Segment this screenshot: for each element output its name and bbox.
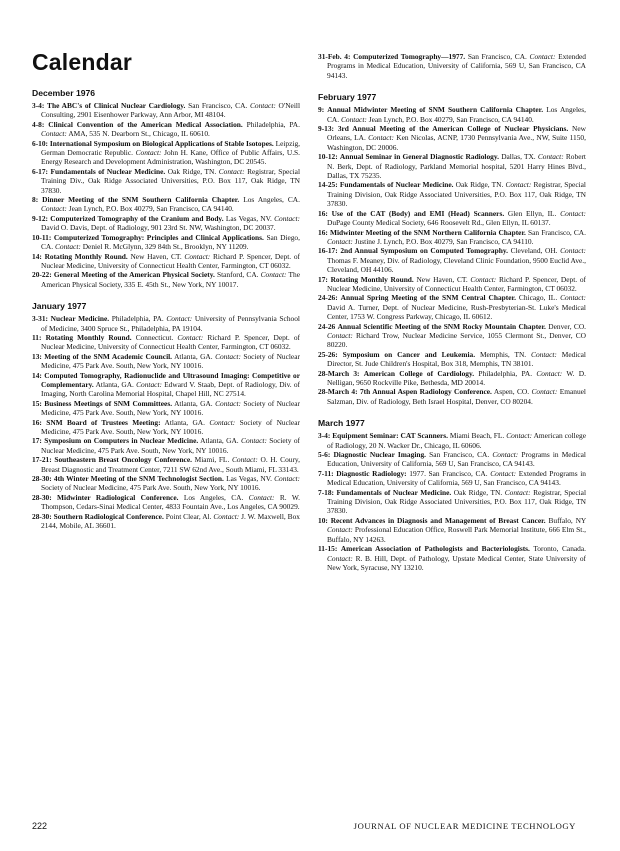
event-name: Computerized Tomography of the Cranium and Body. xyxy=(50,213,224,223)
event-name: Annual Spring Meeting of the SNM Central Chapter. xyxy=(340,293,516,303)
contact-label: Contact: xyxy=(135,148,162,158)
event-date: 16: xyxy=(32,417,42,427)
event-name: Midwinter Radiological Conference. xyxy=(57,492,179,502)
event-date: 10: xyxy=(318,515,328,525)
event-date: 24-26: xyxy=(318,293,338,303)
contact-label: Contact: xyxy=(215,351,241,361)
event-date: 4-8: xyxy=(32,119,45,129)
event-name: Meeting of the SNM Academic Council. xyxy=(44,351,173,361)
page-title: Calendar xyxy=(32,49,133,75)
calendar-entry xyxy=(318,228,586,247)
event-date: 17-21: xyxy=(32,455,52,465)
event-name: Dinner Meeting of the SNM Southern California Chapter. xyxy=(42,195,240,205)
contact-label: Contact: xyxy=(241,436,267,446)
event-name: Symposium on Cancer and Leukemia. xyxy=(342,349,476,359)
calendar-entry xyxy=(318,52,586,80)
calendar-entry xyxy=(32,436,300,455)
event-location: 1977. San Francisco, CA. xyxy=(409,468,488,478)
event-location: Las Vegas, NV. xyxy=(226,474,272,484)
calendar-entry xyxy=(318,124,586,152)
event-location: Oak Ridge, TN. xyxy=(455,180,504,190)
event-date: 6-17: xyxy=(32,166,49,176)
contact-label: Contact: xyxy=(490,468,517,478)
contact-label: Contact: xyxy=(166,314,193,324)
event-location: Glen Ellyn, IL. xyxy=(507,208,557,218)
contact-label: Contact: xyxy=(327,330,353,340)
calendar-entry xyxy=(32,195,300,214)
event-location: Memphis, TN. xyxy=(479,349,527,359)
event-name: SNM Board of Trustees Meeting: xyxy=(46,417,161,427)
event-location: New Haven, CT. xyxy=(416,274,468,284)
event-date: 14: xyxy=(32,370,42,380)
calendar-entry xyxy=(318,369,586,388)
contact-label: Contact: xyxy=(368,133,394,143)
contact-details: Registrar, Special Training Division, Oak Ridge Associated Universities, P.O. Box 117, Oak Ridge, TN 37830. xyxy=(327,487,586,516)
event-name: Business Meetings of SNM Committees. xyxy=(44,398,173,408)
event-date: 25-26: xyxy=(318,349,338,359)
contact-details: Registrar, Special Training Div., Oak Ridge Associated Universities, P.O. Box 117, Oak Ridge, TN 37830. xyxy=(41,166,300,195)
contact-label: Contact: xyxy=(531,349,557,359)
contact-details: Richard Trow, Nuclear Medicine Service, 1055 Clermont St., Denver, CO 80220. xyxy=(327,330,586,350)
calendar-entry xyxy=(318,431,586,450)
calendar-entry xyxy=(318,180,586,208)
calendar-entry xyxy=(32,512,300,531)
contact-details: Society of Nuclear Medicine, 475 Park Ave. South, New York, NY 10016. xyxy=(41,417,300,436)
event-date: 31-Feb. 4: xyxy=(318,52,351,61)
event-location: Cleveland, OH. xyxy=(510,246,558,256)
event-date: 10-11: xyxy=(32,232,52,242)
event-date: 20-22: xyxy=(32,270,52,280)
month-heading: March 1977 xyxy=(318,418,365,429)
calendar-entry xyxy=(318,246,586,274)
contact-details: Medical Director, St. Jude Children's Hospital, Box 318, Memphis, TN 38101. xyxy=(327,349,586,369)
calendar-entry xyxy=(318,152,586,180)
event-location: Toronto, Canada. xyxy=(533,544,586,554)
event-name: Annual Scientific Meeting of the SNM Rocky Mountain Chapter. xyxy=(337,321,546,331)
contact-details: David O. Davis, Dept. of Radiology, 901 23rd St. NW, Washington, DC 20037. xyxy=(41,223,276,233)
calendar-entry xyxy=(32,418,300,437)
event-location: Point Clear, Al. xyxy=(165,511,212,521)
calendar-right-column xyxy=(318,52,586,584)
event-location: Las Vegas, NV. xyxy=(225,213,272,223)
event-date: 9-13: xyxy=(318,124,335,134)
month-heading: February 1977 xyxy=(318,92,377,103)
contact-label: Contact: xyxy=(248,492,275,502)
calendar-entry xyxy=(318,209,586,228)
event-date: 3-4: xyxy=(318,431,331,441)
contact-details: R. B. Hill, Dept. of Pathology, Upstate Medical Center, State University of New York, Syracuse, NY 13210. xyxy=(327,553,586,572)
event-location: Atlanta, GA. xyxy=(200,436,239,446)
calendar-entry xyxy=(32,252,300,271)
event-name: Southeastern Breast Oncology Conference. xyxy=(54,455,192,465)
contact-label: Contact: xyxy=(274,474,300,484)
calendar-entry xyxy=(32,270,300,289)
contact-label: Contact: xyxy=(41,204,67,214)
contact-label: Contact: xyxy=(260,270,287,280)
contact-details: Professional Education Office, Roswell Park Memorial Institute, 666 Elm St., Buffalo, NY 14263. xyxy=(327,525,586,544)
event-location: Buffalo, NY xyxy=(548,515,586,525)
contact-label: Contact: xyxy=(537,152,564,162)
contact-details: Extended Programs in Medical Education, University of California, 569 U, San Francisco, CA 94143. xyxy=(327,468,586,488)
contact-label: Contact: xyxy=(215,398,241,408)
contact-label: Contact: xyxy=(536,368,563,378)
calendar-entry xyxy=(318,105,586,124)
event-date: 16: xyxy=(318,227,328,237)
event-location: New Orleans, LA. xyxy=(327,124,586,143)
contact-details: O'Neill Consulting, 2901 Eisenhower Parkway, Ann Arbor, MI 48104. xyxy=(41,101,300,120)
event-name: 7th Annual Aspen Radiology Conference. xyxy=(359,387,492,397)
calendar-entry xyxy=(32,139,300,167)
month-heading: December 1976 xyxy=(32,88,96,98)
calendar-entry xyxy=(318,350,586,369)
event-date: 16: xyxy=(318,208,328,218)
contact-details: O. H. Coury, Breast Diagnostic and Treatment Center, 7211 SW 62nd Ave., South Miami, FL 33143. xyxy=(41,455,300,474)
contact-label: Contact: xyxy=(470,274,497,284)
contact-label: Contact: xyxy=(531,387,558,397)
contact-details: Justine J. Lynch, P.O. Box 40279, San Francisco, CA 94110. xyxy=(354,236,534,246)
contact-label: Contact: xyxy=(529,52,556,61)
contact-details: R. W. Thompson, Cedars-Sinai Medical Center, 4833 Fountain Ave., Los Angeles, CA 90029. xyxy=(41,492,300,512)
calendar-entry xyxy=(32,120,300,139)
event-name: Diagnostic Radiology: xyxy=(336,468,407,478)
event-name: Rotating Monthly Round. xyxy=(45,332,132,342)
calendar-entry xyxy=(32,314,300,333)
event-name: American Association of Pathologists and Bacteriologists. xyxy=(340,544,530,554)
calendar-entry xyxy=(32,493,300,512)
event-date: 11: xyxy=(32,332,42,342)
event-location: Stanford, CA. xyxy=(216,270,259,280)
contact-label: Contact: xyxy=(274,213,300,223)
event-date: 17: xyxy=(32,436,42,446)
event-name: Computerized Tomography: Principles and Clinical Applications. xyxy=(53,232,264,242)
event-location: Philadelphia, PA. xyxy=(246,119,300,129)
contact-label: Contact: xyxy=(560,208,587,218)
event-location: New Haven, CT. xyxy=(130,251,182,261)
event-location: Aspen, CO. xyxy=(493,387,530,397)
calendar-entry xyxy=(318,544,586,572)
calendar-month-section xyxy=(318,418,586,572)
event-location: Philadelphia, PA. xyxy=(478,368,533,378)
event-name: Fundamentals of Nuclear Medicine. xyxy=(339,180,454,190)
event-name: Use of the CAT (Body) and EMI (Head) Scanners. xyxy=(331,208,505,218)
event-name: 3rd Annual Meeting of the American College of Nuclear Physicians. xyxy=(337,124,569,134)
event-name: Rotating Monthly Round. xyxy=(44,251,128,261)
contact-details: Jean Lynch, P.O. Box 40279, San Francisco, CA 94140. xyxy=(368,114,534,124)
contact-details: W. D. Nelligan, 9650 Rockville Pike, Bethesda, MD 20014. xyxy=(327,368,586,387)
contact-label: Contact: xyxy=(327,525,353,535)
contact-details: Jean Lynch, P.O. Box 40279, San Francisco, CA 94140. xyxy=(68,204,234,214)
event-name: 4th Winter Meeting of the SNM Technologist Section. xyxy=(53,474,224,484)
event-location: Atlanta, GA. xyxy=(164,417,205,427)
contact-label: Contact: xyxy=(209,417,236,427)
calendar-entry xyxy=(32,371,300,399)
contact-label: Contact: xyxy=(504,487,531,497)
event-name: Symposium on Computers in Nuclear Medicine. xyxy=(44,436,199,446)
calendar-entry xyxy=(32,333,300,352)
calendar-entry xyxy=(32,214,300,233)
contact-label: Contact: xyxy=(327,236,353,246)
journal-name: JOURNAL OF NUCLEAR MEDICINE TECHNOLOGY xyxy=(353,821,576,831)
calendar-entry xyxy=(318,488,586,516)
calendar-month-section xyxy=(32,88,300,289)
event-name: Southern Radiological Conference. xyxy=(53,511,164,521)
event-date: 7-11: xyxy=(318,468,334,478)
contact-label: Contact: xyxy=(218,166,245,176)
event-date: 28-30: xyxy=(32,511,52,521)
event-location: Miami, FL. xyxy=(194,455,230,465)
page-number: 222 xyxy=(32,821,48,831)
contact-details: The American Physical Society, 335 E. 45th St., New York, NY 10017. xyxy=(41,270,300,289)
contact-label: Contact: xyxy=(560,293,586,303)
contact-label: Contact: xyxy=(184,251,211,261)
event-name: Clinical Convention of the American Medical Association. xyxy=(48,119,243,129)
contact-details: Extended Programs in Medical Education, University of California, 569 U, San Francisco, CA 94143. xyxy=(327,52,586,80)
contact-label: Contact: xyxy=(136,379,162,389)
event-location: San Francisco, CA. xyxy=(429,450,490,460)
event-name: International Symposium on Biological Applications of Stable Isotopes. xyxy=(49,138,274,148)
event-location: San Diego, CA. xyxy=(41,232,300,252)
event-location: Los Angeles, CA. xyxy=(327,105,587,124)
calendar-entry xyxy=(318,387,586,406)
event-location: Oak Ridge, TN. xyxy=(167,166,217,176)
event-name: Diagnostic Nuclear Imaging. xyxy=(333,450,427,460)
event-date: 13: xyxy=(32,351,42,361)
event-name: Nuclear Medicine. xyxy=(50,314,110,324)
event-name: Equipment Seminar: CAT Scanners. xyxy=(332,431,448,441)
contact-label: Contact: xyxy=(492,450,519,460)
contact-label: Contact: xyxy=(506,431,533,441)
calendar-entry xyxy=(318,275,586,294)
contact-details: Richard P. Spencer, Dept. of Nuclear Medicine, University of Connecticut Health Center, Farmington, CT 06032. xyxy=(327,274,586,293)
calendar-entry xyxy=(32,399,300,418)
calendar-month-section xyxy=(318,92,586,406)
calendar-month-section xyxy=(318,52,586,80)
contact-details: Society of Nuclear Medicine, 475 Park Ave. South, New York, NY 10016. xyxy=(41,398,300,418)
calendar-entry xyxy=(318,322,586,350)
event-date: 17: xyxy=(318,274,328,284)
event-name: Computerized Tomography—1977. xyxy=(353,52,466,61)
month-heading: January 1977 xyxy=(32,301,87,312)
contact-details: University of Pennsylvania School of Medicine, 3400 Spruce St., Philadelphia, PA 19104. xyxy=(41,314,300,333)
event-date: 28-March 3: xyxy=(318,368,360,378)
contact-label: Contact: xyxy=(231,455,258,465)
event-name: Annual Midwinter Meeting of SNM Southern California Chapter. xyxy=(327,105,544,115)
event-date: 11-15: xyxy=(318,544,338,554)
event-location: Atlanta, GA. xyxy=(174,398,213,408)
contact-details: Society of Nuclear Medicine, 475 Park Ave. South, New York, NY 10016. xyxy=(41,351,300,371)
calendar-month-section xyxy=(32,301,300,530)
event-name: Computed Tomography, Radionuclide and Ultrasound Imaging: Competitive or Complementary. xyxy=(41,370,300,389)
event-location: Atlanta, GA. xyxy=(95,379,134,389)
event-name: Rotating Monthly Round. xyxy=(330,274,414,284)
event-date: 9: xyxy=(318,105,325,115)
calendar-entry xyxy=(318,293,586,321)
contact-details: Society of Nuclear Medicine, 475 Park Ave. South, New York, NY 10016. xyxy=(41,436,300,455)
event-location: Los Angeles, CA. xyxy=(243,195,300,205)
contact-details: American college of Radiology, 20 N. Wacker Dr., Chicago, IL 60606. xyxy=(327,431,586,450)
event-date: 14: xyxy=(32,251,42,261)
contact-details: Society of Nuclear Medicine, 475 Park Ave. South, New York, NY 10016. xyxy=(41,483,261,493)
contact-details: Emanuel Salzman, Div. of Radiology, Beth Israel Hospital, Denver, CO 80204. xyxy=(327,387,586,406)
contact-details: Deniel R. McGlynn, 329 84th St., Brooklyn, NY 11209. xyxy=(82,242,249,252)
contact-label: Contact: xyxy=(177,332,204,342)
event-date: 8: xyxy=(32,195,39,205)
event-location: Atlanta, GA. xyxy=(174,351,213,361)
event-location: Dallas, TX. xyxy=(501,152,536,162)
event-name: General Meeting of the American Physical Society. xyxy=(53,270,215,280)
event-name: Fundamentals of Nuclear Medicine. xyxy=(336,487,452,497)
contact-details: Richard P. Spencer, Dept. of Nuclear Medicine, University of Connecticut Health Center, Farmington, CT 06032. xyxy=(41,251,300,270)
event-date: 28-March 4: xyxy=(318,387,358,397)
event-location: Connecticut. xyxy=(135,332,174,342)
event-date: 24-26 xyxy=(318,321,336,331)
contact-label: Contact: xyxy=(249,101,276,110)
event-location: Leipzig, German Democratic Republic. xyxy=(41,138,300,158)
contact-details: Programs in Medical Education, University of California, 569 U, San Francisco, CA 94143. xyxy=(327,450,586,469)
event-date: 14-25: xyxy=(318,180,338,190)
contact-details: Richard P. Spencer, Dept. of Nuclear Medicine, University of Connecticut Health Center, Farmington, CT 06032. xyxy=(41,332,300,352)
event-date: 15: xyxy=(32,398,42,408)
calendar-entry xyxy=(32,167,300,195)
event-location: Denver, CO. xyxy=(548,321,587,331)
calendar-left-column xyxy=(32,88,300,542)
event-location: Oak Ridge, TN. xyxy=(453,487,503,497)
event-location: Miami Beach, FL. xyxy=(449,431,505,441)
event-date: 7-18: xyxy=(318,487,335,497)
calendar-entry xyxy=(318,469,586,488)
event-date: 16-17: xyxy=(318,246,338,256)
event-date: 5-6: xyxy=(318,450,331,460)
event-location: San Francisco, CA. xyxy=(528,227,586,237)
calendar-entry xyxy=(318,450,586,469)
event-name: Fundamentals of Nuclear Medicine. xyxy=(50,166,166,176)
contact-label: Contact: xyxy=(213,511,240,521)
calendar-entry xyxy=(32,474,300,493)
event-name: Annual Seminar in General Diagnostic Radiology. xyxy=(339,152,500,162)
calendar-entry xyxy=(32,455,300,474)
contact-details: DuPage County Medical Society, 646 Roosevelt Rd., Glen Ellyn, IL 60137. xyxy=(327,218,551,228)
contact-label: Contact: xyxy=(327,553,353,563)
event-name: 2nd Annual Symposium on Computed Tomography. xyxy=(340,246,508,256)
event-date: 10-12: xyxy=(318,152,338,162)
event-location: San Francisco, CA. xyxy=(467,52,527,61)
event-name: Midwinter Meeting of the SNM Northern California Chapter. xyxy=(329,227,526,237)
event-date: 3-31: xyxy=(32,314,49,324)
event-name: The ABC's of Clinical Nuclear Cardiology. xyxy=(47,101,186,110)
calendar-entry xyxy=(318,516,586,544)
contact-details: Registrar, Special Training Division, Oak Ridge Associated Universities, P.O. Box 117, Oak Ridge, TN 37830. xyxy=(327,180,586,209)
contact-details: Thomas F. Meaney, Div. of Radiology, Cleveland Clinic Foundation, 9500 Euclid Ave., Cleveland, OH 44106. xyxy=(327,255,586,275)
event-date: 3-4: xyxy=(32,101,45,110)
contact-details: Robert N. Berk, Dept. of Radiology, Parkland Memorial hospital, 5201 Harry Hines Blvd., Dallas, TX 75235. xyxy=(327,152,586,181)
event-date: 6-10: xyxy=(32,138,49,148)
contact-details: Ken Nicolas, ACNP, 1730 Pennsylvania Ave., NW, Suite 1150, Washington, DC 20006. xyxy=(327,133,586,152)
contact-label: Contact: xyxy=(54,242,81,252)
contact-label: Contact: xyxy=(41,129,67,139)
event-date: 9-12: xyxy=(32,213,49,223)
calendar-entry xyxy=(32,352,300,371)
contact-label: Contact: xyxy=(340,114,367,124)
event-location: Philadelphia, PA. xyxy=(111,314,164,324)
event-date: 28-30: xyxy=(32,474,52,484)
contact-details: J. W. Maxwell, Box 2144, Mobile, AL 36601. xyxy=(41,511,300,531)
contact-label: Contact: xyxy=(560,246,586,256)
contact-details: John H. Kane, Office of Public Affairs, U.S. Energy Research and Development Administration, Washington, DC 20545. xyxy=(41,148,301,167)
contact-details: David A. Turner, Dept. of Nuclear Medicine, Rush-Presbyterian-St. Luke's Medical Center, 1753 W. Congress Parkway, Chicago, IL 60612. xyxy=(327,302,586,322)
event-name: Recent Advances in Diagnosis and Management of Breast Cancer. xyxy=(330,515,546,525)
contact-details: AMA, 535 N. Dearborn St., Chicago, IL 60610. xyxy=(68,129,210,139)
calendar-entry xyxy=(32,233,300,252)
event-date: 28-30: xyxy=(32,492,52,502)
event-location: Los Angeles, CA. xyxy=(183,492,244,502)
calendar-entry xyxy=(32,101,300,120)
contact-details: Edward V. Staab, Dept. of Radiology, Div. of Imaging, North Carolina Memorial Hospital, Chapel Hill, NC 27514. xyxy=(41,379,300,399)
event-location: San Francisco, CA. xyxy=(188,101,248,110)
event-name: American College of Cardiology. xyxy=(363,368,475,378)
contact-label: Contact: xyxy=(505,180,532,190)
event-location: Chicago, IL. xyxy=(518,293,558,303)
